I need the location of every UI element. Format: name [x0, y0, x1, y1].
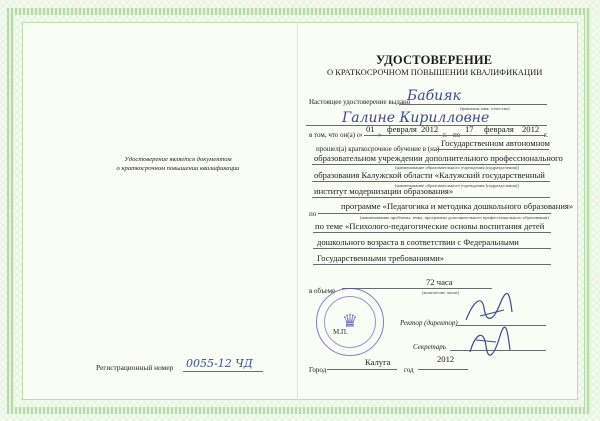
fio-hint: (фамилия, имя, отчество)	[460, 106, 510, 111]
city-underline	[327, 369, 397, 370]
city-label: Город	[309, 366, 327, 374]
program-line3: дошкольного возраста в соответствии с Федеральными	[317, 237, 519, 247]
program-line4: Государственными требованиями»	[317, 253, 445, 263]
month-from: февраля	[387, 124, 417, 134]
surname-underline	[399, 104, 547, 105]
year-from: 2012	[421, 124, 439, 134]
official-seal-stamp	[316, 288, 384, 356]
program-underline4	[313, 264, 551, 265]
institution-underline3	[312, 181, 550, 182]
volume-prefix: в объеме	[309, 287, 336, 295]
holder-surname: Бабияк	[407, 88, 461, 104]
day-to: 17	[465, 124, 474, 134]
year-to: 2012	[522, 124, 540, 134]
year-from-suffix: г.	[443, 131, 447, 139]
program-line2: по теме «Психолого-педагогические основы воспитания детей	[315, 221, 545, 231]
secretary-label: Секретарь	[413, 343, 446, 351]
certificate-subtitle: О КРАТКОСРОЧНОМ ПОВЫШЕНИИ КВАЛИФИКАЦИИ	[327, 67, 543, 77]
dates-prefix: в том, что он(а) с	[309, 131, 360, 139]
registration-number: 0055-12 ЧД	[186, 357, 253, 370]
year-underline	[418, 369, 468, 370]
institution-hint2: (наименование образовательного учреждения (подразделения))	[395, 183, 519, 188]
program-prefix: по	[309, 210, 317, 218]
institution-line4: институт модернизации образования»	[314, 186, 454, 196]
program-hint: (наименование проблемы, темы, программы дополнительного профессионального образования)	[360, 215, 549, 220]
rector-signature	[462, 290, 516, 330]
institution-line2: образовательном учреждении дополнительного профессионального	[314, 153, 563, 163]
city-value: Калуга	[365, 357, 391, 367]
volume-underline	[342, 288, 492, 289]
volume-hint: (количество часов)	[422, 290, 459, 295]
dates-open-quote: «	[359, 131, 363, 139]
year-to-suffix: г.	[544, 131, 548, 139]
mp-label: М.П.	[333, 328, 348, 336]
left-note-line1: Удостоверение является документом	[124, 156, 232, 163]
month-to: февраля	[484, 124, 514, 134]
program-underline1	[318, 213, 551, 214]
dates-to-word: по	[453, 131, 461, 139]
page-fold	[297, 22, 298, 400]
issue-year: 2012	[437, 354, 455, 364]
certificate-title: УДОСТОВЕРЕНИЕ	[376, 53, 493, 67]
secretary-signature	[466, 326, 514, 360]
program-underline3	[313, 248, 551, 249]
dates-underline	[364, 135, 546, 136]
program-underline2	[313, 232, 551, 233]
day-from: 01	[366, 124, 375, 134]
volume-value: 72 часа	[426, 277, 453, 287]
coat-of-arms-icon: ♛	[341, 311, 359, 331]
holder-name: Галине Кирилловне	[342, 110, 490, 126]
left-note-line2: о краткосрочном повышении квалификации	[116, 165, 240, 172]
year-label: год	[404, 366, 414, 374]
institution-underline1	[437, 149, 549, 150]
institution-line1: Государственном автономном	[441, 138, 550, 148]
institution-underline4	[312, 197, 550, 198]
program-line1: программе «Педагогика и методика дошкольного образования»	[341, 201, 574, 211]
institution-hint1: (наименование образовательного учреждения (подразделения))	[395, 165, 519, 170]
institution-line3: образования Калужской области «Калужский государственный	[314, 170, 545, 180]
institution-prefix: прошел(а) краткосрочное обучение в (на)	[316, 145, 440, 153]
holder-label: Настоящее удостоверение выдано	[309, 98, 411, 106]
dates-close-quote: »	[378, 131, 382, 139]
rector-label: Ректор (директор)	[400, 319, 458, 327]
registration-label: Регистрационный номер	[96, 363, 174, 372]
registration-underline	[183, 371, 263, 372]
